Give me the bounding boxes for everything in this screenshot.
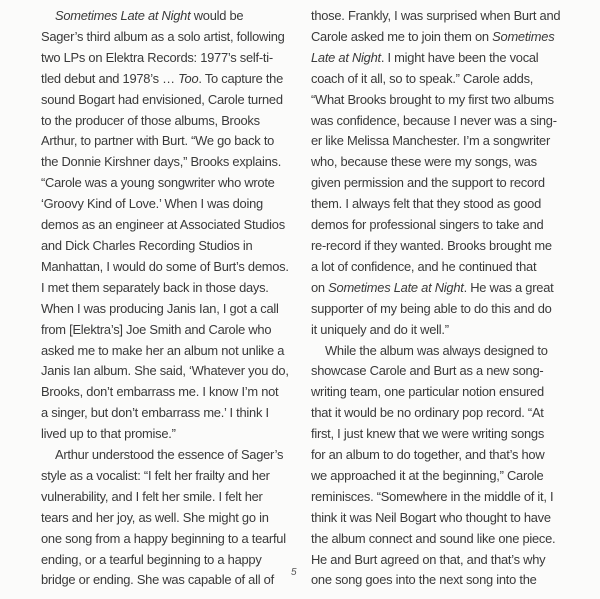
text-span: one song from a happy beginning to a tearful [41,530,286,546]
text-line [311,278,577,299]
text-line [311,382,577,403]
text-line [41,550,305,571]
text-span: When I was producing Janis Ian, I got a call [41,300,279,316]
text-span: supporter of my being able to do this and do [311,300,552,316]
text-span: a lot of confidence, and he continued that [311,258,537,274]
text-span: from [Elektra’s] Joe Smith and Carole who [41,321,272,337]
text-line [41,278,305,299]
text-line [41,173,305,194]
text-span: Janis Ian album. She said, ‘Whatever you do, [41,363,289,379]
text-line [41,215,305,236]
text-span: ‘Groovy Kind of Love.’ When I was doing [41,196,263,212]
text-line [311,131,577,152]
text-span: er like Melissa Manchester. I’m a songwriter [311,133,551,149]
text-span: demos for professional singers to take and [311,217,544,233]
text-span: two LPs on Elektra Records: 1977’s self-ti- [41,49,273,65]
text-line [41,341,305,362]
text-line [41,466,305,487]
text-span: sound Bogart had envisioned, Carole turned [41,91,283,107]
text-span: Brooks, don’t embarrass me. I know I’m not [41,384,279,400]
text-span: showcase Carole and Burt as a new song- [311,363,544,379]
text-line [41,48,305,69]
text-line [41,361,305,382]
text-span: was confidence, because I never was a sing- [311,112,557,128]
text-line [41,529,305,550]
text-span: to the producer of those albums, Brooks [41,112,260,128]
text-span: on [311,279,329,295]
text-span: “What Brooks brought to my first two albums [311,91,554,107]
text-line [41,111,305,132]
text-span: . I might have been the vocal [380,49,539,65]
text-line [41,69,305,90]
text-line [311,466,577,487]
text-line [41,152,305,173]
text-span: ending, or a tearful beginning to a happy [41,551,262,567]
text-span: bridge or ending. She was capable of all of [41,572,274,588]
text-line [41,90,305,111]
text-span: Arthur, to partner with Burt. “We go back to [41,133,275,149]
text-line [311,173,577,194]
text-line [41,382,305,403]
text-span: those. Frankly, I was surprised when Burt and [311,8,561,23]
text-line [41,424,305,445]
text-span: re-record if they wanted. Brooks brought me [311,237,552,253]
italic-title-span: Sometimes [492,28,555,44]
text-span: style as a vocalist: “I felt her frailty and her [41,467,270,483]
text-line [41,257,305,278]
text-span: reminisces. “Somewhere in the middle of it, I [311,488,554,504]
text-line [311,27,577,48]
text-span: first, I just knew that we were writing songs [311,426,545,442]
text-line [41,445,305,466]
text-span: tled debut and 1978’s … [41,70,179,86]
text-line [311,48,577,69]
text-line [41,299,305,320]
text-span: think it was Neil Bogart who thought to have [311,509,551,525]
text-span: that it would be no ordinary pop record. “At [311,405,544,421]
text-span: them. I always felt that they stood as good [311,196,542,212]
text-line [311,320,577,341]
text-line [311,299,577,320]
text-line [41,487,305,508]
italic-title-span: Sometimes Late at Night [328,279,464,295]
text-line [41,6,305,27]
text-span: He and Burt agreed on that, and that’s why [311,551,546,567]
text-line [311,341,577,362]
text-line [41,236,305,257]
text-line [311,194,577,215]
text-span: . To capture the [198,70,284,86]
text-line [311,424,577,445]
text-line [41,403,305,424]
text-span: Manhattan, I would do some of Burt’s demos. [41,258,289,274]
text-span: and Dick Charles Recording Studios in [41,237,253,253]
text-span: who, because these were my songs, was [311,154,537,170]
text-line [41,508,305,529]
italic-title-span: Too [178,70,199,86]
text-span: Carole asked me to join them on [311,28,493,44]
text-span: one song goes into the next song into the [311,572,537,588]
left-text-column [41,6,305,591]
text-line [41,194,305,215]
text-span: the Donnie Kirshner days,” Brooks explains. [41,154,282,170]
text-line [311,152,577,173]
text-span: asked me to make her an album not unlike a [41,342,285,358]
text-span: . He was a great [463,279,554,295]
text-line [41,131,305,152]
text-line [311,257,577,278]
text-span: writing team, one particular notion ensured [311,384,544,400]
text-line [41,27,305,48]
text-line [311,487,577,508]
page-number: 5 [291,567,297,578]
text-line [311,6,577,27]
text-line [311,403,577,424]
text-span: While the album was always designed to [325,342,548,358]
text-line [311,90,577,111]
text-line [311,69,577,90]
text-span: Arthur understood the essence of Sager’s [55,447,284,463]
text-line [311,111,577,132]
text-line [311,529,577,550]
italic-title-span: Late at Night [311,49,381,65]
right-text-column [311,6,577,591]
text-span: vulnerability, and I felt her smile. I felt her [41,488,263,504]
text-span: “Carole was a young songwriter who wrote [41,175,275,191]
text-span: it uniquely and do it well.” [311,321,449,337]
text-span: we approached it at the beginning,” Carole [311,467,544,483]
text-span: would be [190,8,244,23]
text-span: coach of it all, so to speak.” Carole adds, [311,70,534,86]
text-line [311,361,577,382]
text-line [41,570,305,591]
text-line [41,320,305,341]
text-span: tears and her joy, as well. She might go in [41,509,269,525]
text-span: Sager’s third album as a solo artist, following [41,28,285,44]
text-span: demos as an engineer at Associated Studios [41,217,285,233]
text-span: a singer, but don’t embarrass me.’ I think I [41,405,269,421]
text-line [311,236,577,257]
text-line [311,215,577,236]
text-span: given permission and the support to record [311,175,545,191]
text-span: for an album to do together, and that’s how [311,447,545,463]
text-span: lived up to that promise.” [41,426,176,442]
text-span: the album connect and sound like one piece. [311,530,556,546]
italic-title-span: Sometimes Late at Night [55,8,191,23]
text-span: I met them separately back in those days. [41,279,269,295]
text-line [311,570,577,591]
text-line [311,508,577,529]
text-line [311,445,577,466]
text-line [311,550,577,571]
